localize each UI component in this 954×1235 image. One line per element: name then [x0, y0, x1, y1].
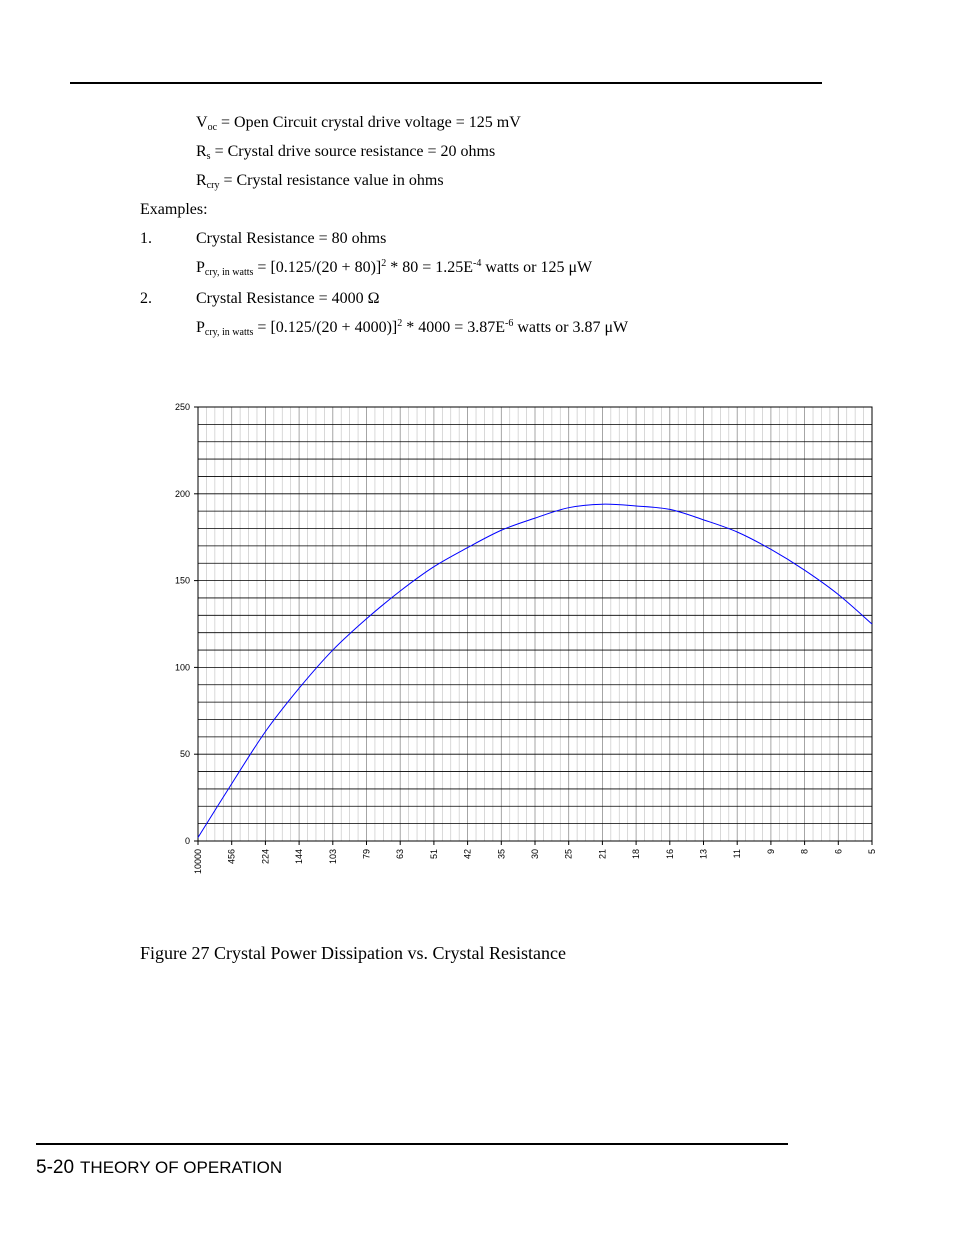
y-tick-label: 50 [179, 749, 190, 760]
x-tick-label: 8 [799, 849, 810, 855]
definition-voc: $V_{oc}$ = Open Circuit crystal drive voltage = 125 mV [196, 114, 521, 133]
x-tick-label: 42 [462, 849, 473, 860]
example-formula: $P_{cry, in watts} = [0.125/(20 + 4000)]^2 * 4000 = 3.87E^{-6}$ watts or 3.87 μW [196, 318, 629, 338]
x-tick-label: 144 [294, 849, 305, 865]
example-title: Crystal Resistance = 80 ohms [196, 230, 387, 247]
y-tick-label: 250 [174, 402, 190, 412]
example-formula: $P_{cry, in watts} = [0.125/(20 + 80)]^2 * 80 = 1.25E^{-4}$ watts or 125 μW [196, 258, 593, 278]
x-tick-label: 9 [765, 849, 776, 855]
x-tick-label: 224 [260, 849, 271, 865]
y-tick-label: 150 [174, 575, 190, 586]
x-tick-label: 79 [361, 849, 372, 860]
x-tick-label: 51 [428, 849, 439, 860]
x-tick-label: 21 [597, 849, 608, 860]
x-tick-label: 10000 [193, 849, 203, 875]
x-tick-label: 5 [867, 849, 877, 855]
page-number: 5-20 [36, 1157, 75, 1178]
x-tick-label: 456 [226, 849, 237, 865]
definition-rs: $R_s$ = Crystal drive source resistance = 20 ohms [196, 143, 496, 162]
example-number: 2. [140, 290, 152, 307]
x-tick-label: 11 [732, 849, 743, 859]
x-tick-label: 16 [664, 849, 675, 860]
page-footer [36, 1157, 282, 1179]
x-tick-label: 103 [327, 849, 338, 865]
y-tick-label: 0 [184, 836, 190, 846]
examples-label: Examples: [140, 201, 208, 218]
power-dissipation-chart [160, 395, 880, 885]
x-tick-label: 13 [698, 849, 709, 860]
x-tick-label: 30 [530, 849, 540, 860]
example-title: Crystal Resistance = 4000 Ω [196, 290, 380, 307]
y-tick-label: 200 [174, 488, 190, 499]
x-tick-label: 6 [833, 849, 844, 855]
definition-rcry: $R_{cry}$ = Crystal resistance value in ohms [196, 172, 444, 191]
footer-rule [36, 1143, 788, 1145]
section-title: THEORY OF OPERATION [80, 1158, 283, 1177]
figure-caption: Figure 27 Crystal Power Dissipation vs. Crystal Resistance [140, 943, 566, 963]
header-rule [70, 82, 822, 84]
x-tick-label: 25 [563, 849, 574, 860]
x-tick-label: 18 [631, 849, 642, 860]
example-number: 1. [140, 230, 152, 247]
x-tick-label: 35 [496, 849, 507, 860]
x-tick-label: 63 [395, 849, 406, 860]
y-tick-label: 100 [174, 662, 190, 673]
